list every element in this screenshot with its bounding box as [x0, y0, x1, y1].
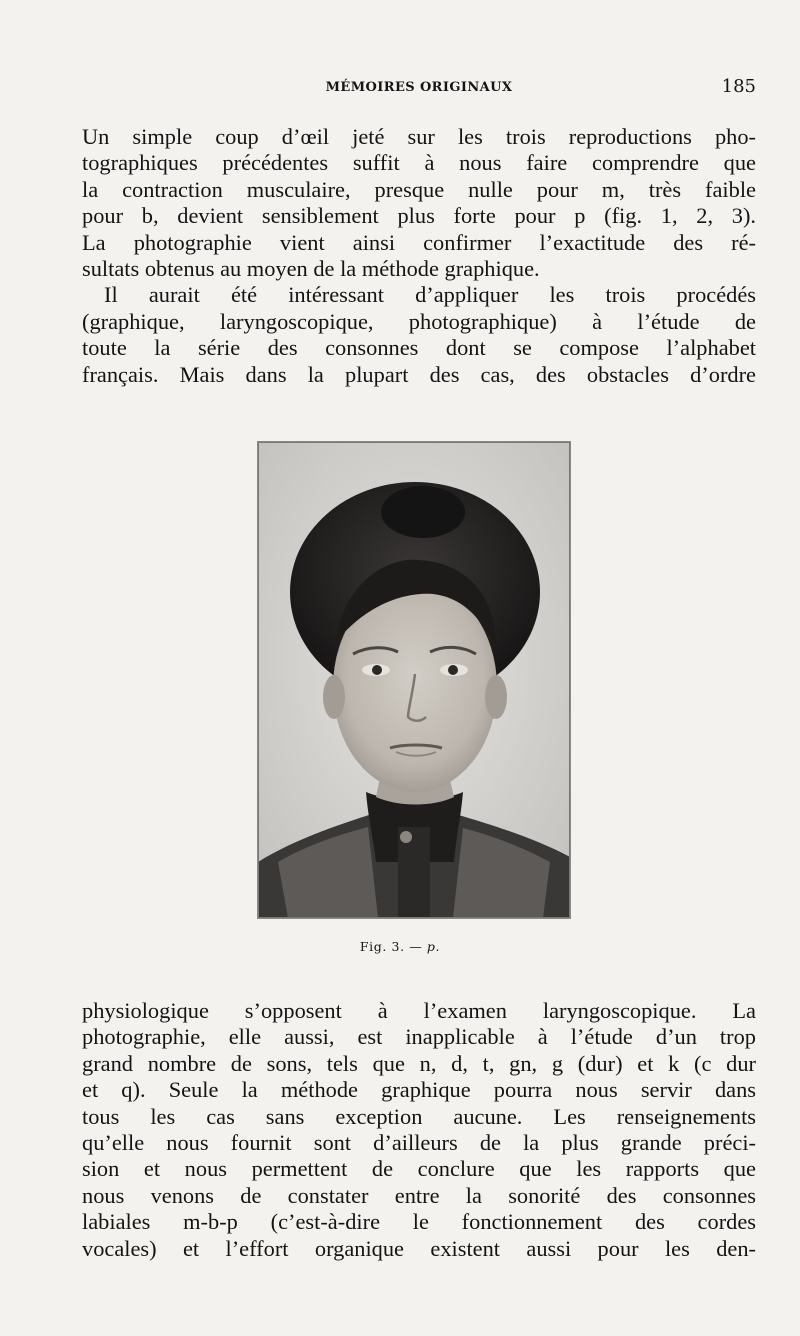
text-line: tographiques précédentes suffit à nous faire comprendre que [82, 150, 756, 176]
caption-label: Fig. 3. — [359, 939, 423, 954]
running-title: MÉMOIRES ORIGINAUX [325, 80, 513, 95]
text-line: toute la série des consonnes dont se compose l’alphabet [82, 335, 756, 361]
text-line: physiologique s’opposent à l’examen laryngoscopique. La [82, 998, 756, 1023]
portrait-illustration [258, 442, 570, 918]
paragraph-bottom [82, 998, 756, 1262]
figure-caption [0, 939, 800, 954]
caption-variable: p. [426, 939, 441, 954]
text-line: sultats obtenus au moyen de la méthode graphique. [82, 255, 540, 281]
text-line: Il aurait été intéressant d’appliquer les trois procédés [104, 282, 756, 308]
text-line: (graphique, laryngoscopique, photographique) à l’étude de [82, 308, 756, 334]
text-line: grand nombre de sons, tels que n, d, t, gn, g (dur) et k (c dur [82, 1050, 756, 1076]
text-line: pour b, devient sensiblement plus forte pour p (fig. 1, 2, 3). [82, 203, 756, 229]
text-line: qu’elle nous fournit sont d’ailleurs de la plus grande préci- [82, 1129, 756, 1155]
text-line: français. Mais dans la plupart des cas, des obstacles d’ordre [82, 361, 756, 387]
page-number: 185 [721, 76, 756, 97]
text-line: vocales) et l’effort organique existent aussi pour les den- [82, 1235, 756, 1261]
text-line: nous venons de constater entre la sonorité des consonnes [82, 1182, 756, 1208]
paragraph-top [82, 124, 756, 388]
text-line: tous les cas sans exception aucune. Les renseignements [82, 1103, 756, 1129]
page-header [82, 76, 756, 100]
text-line: sion et nous permettent de conclure que les rapports que [82, 1156, 756, 1182]
text-line: Un simple coup d’œil jeté sur les trois reproductions pho- [82, 124, 756, 149]
text-line: la contraction musculaire, presque nulle pour m, très faible [82, 176, 756, 202]
portrait-photograph [257, 441, 571, 919]
text-line: photographie, elle aussi, est inapplicable à l’étude d’un trop [82, 1024, 756, 1050]
text-line: et q). Seule la méthode graphique pourra nous servir dans [82, 1077, 756, 1103]
text-line: labiales m-b-p (c’est-à-dire le fonctionnement des cordes [82, 1209, 756, 1235]
text-line: La photographie vient ainsi confirmer l’exactitude des ré- [82, 229, 756, 255]
